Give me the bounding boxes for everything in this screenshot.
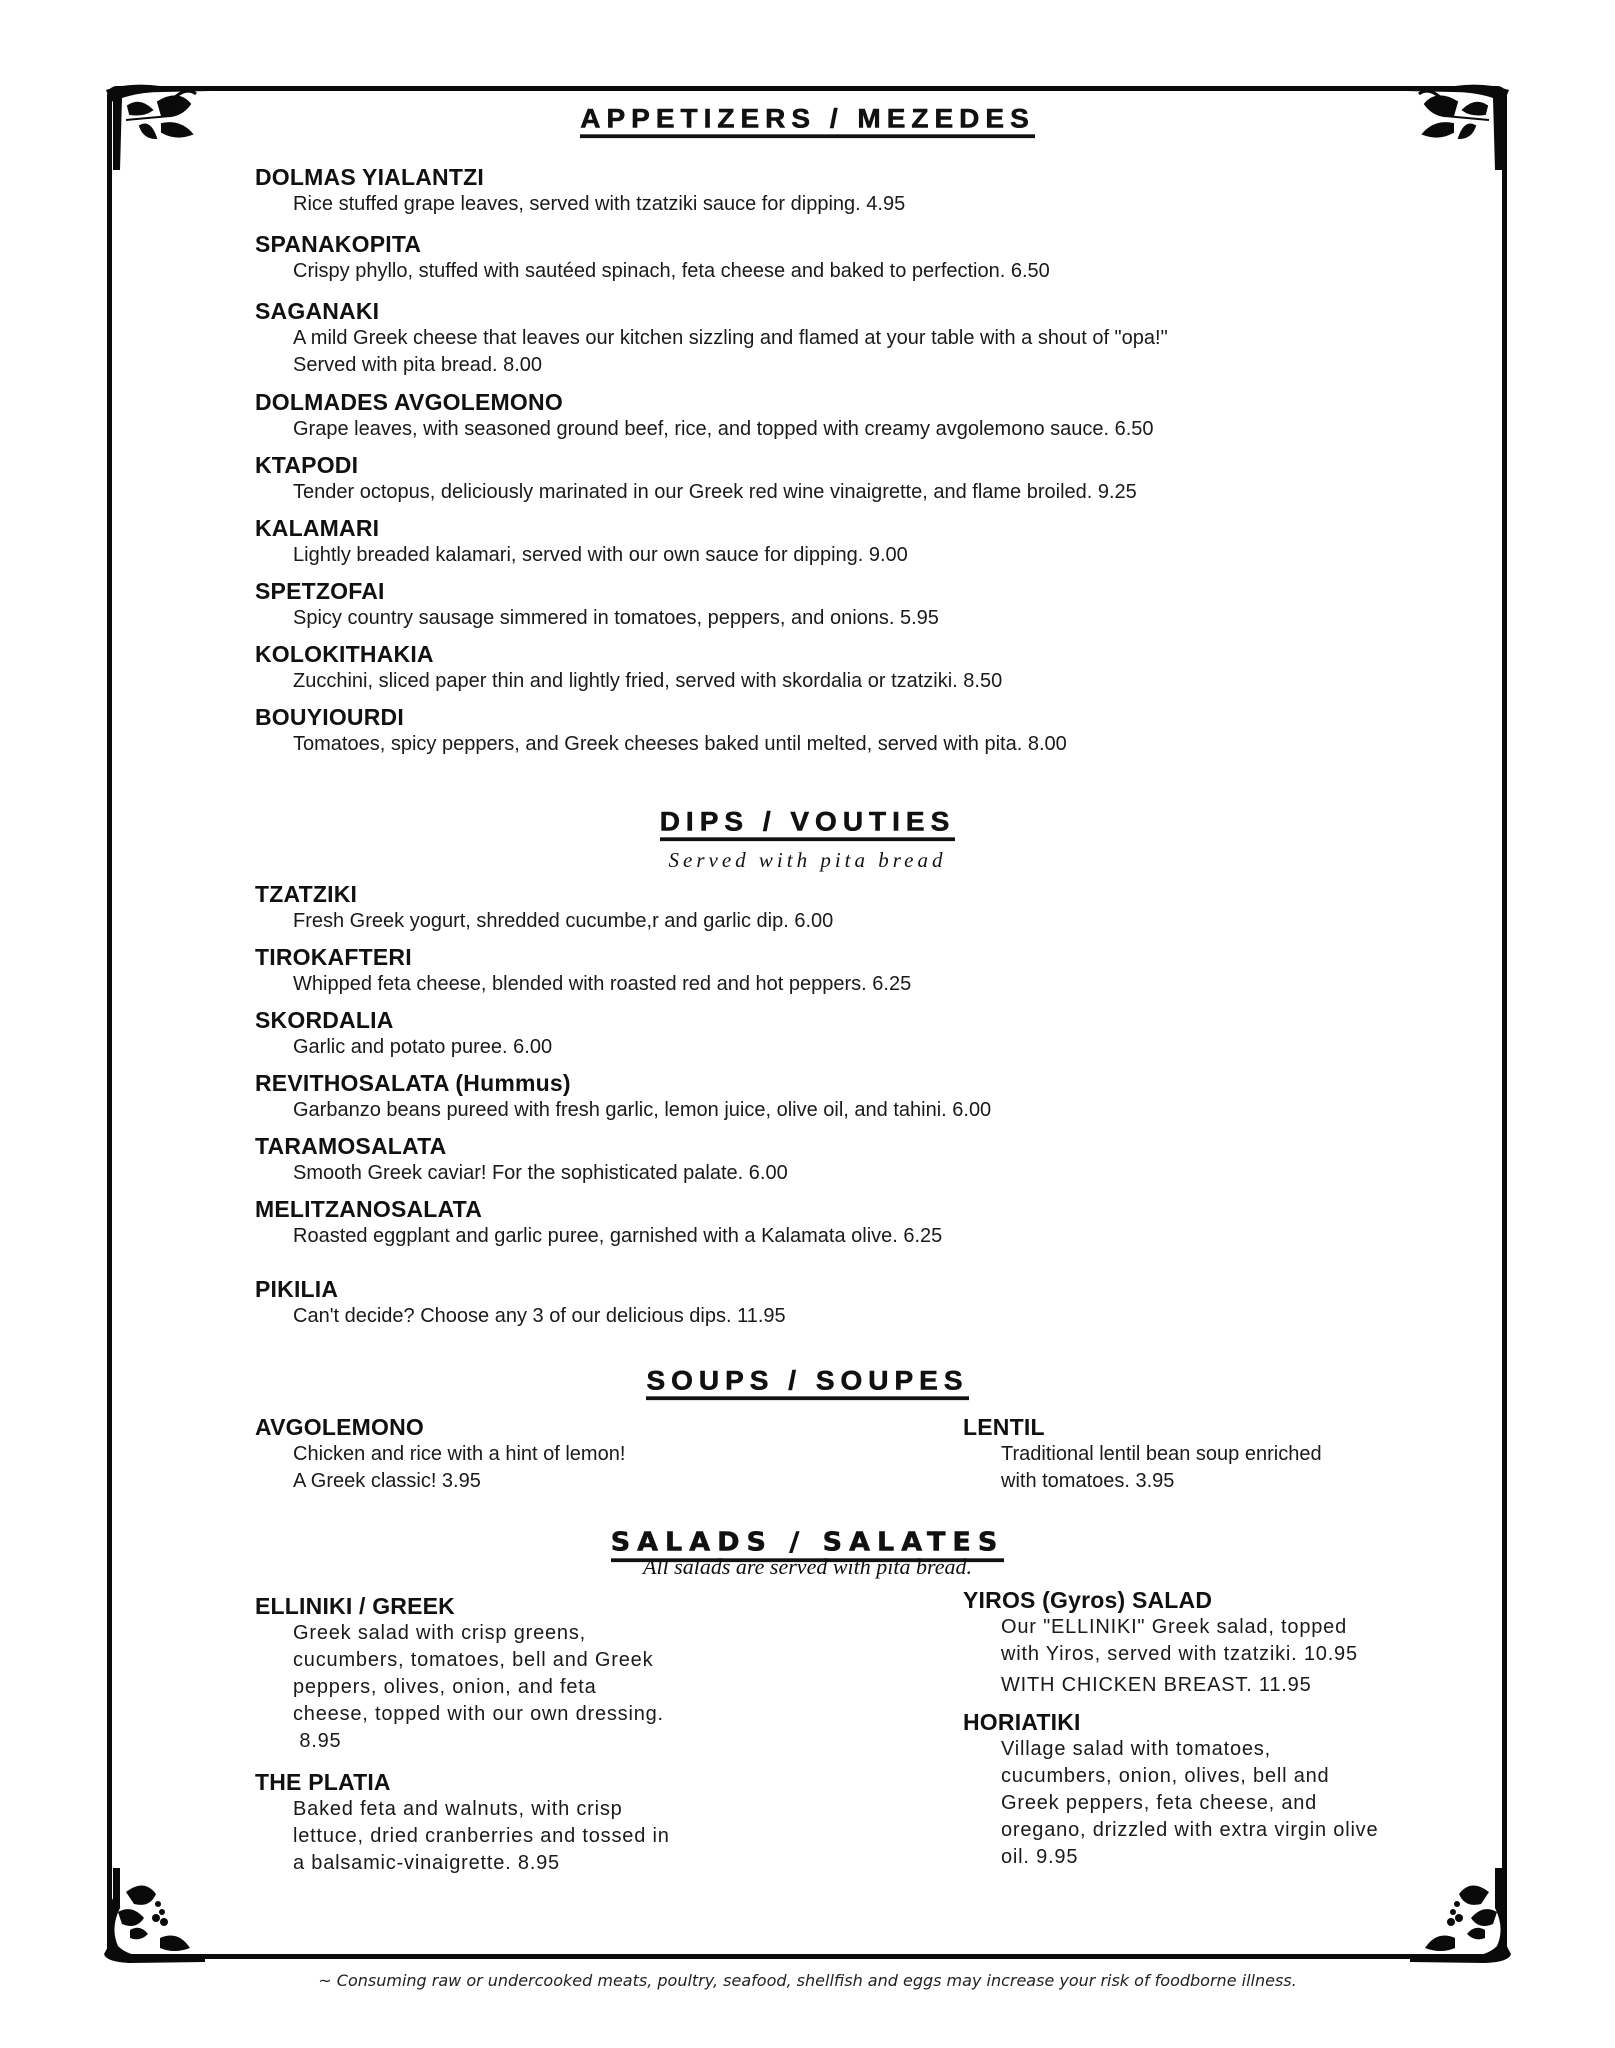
menu-item: [255, 514, 908, 569]
item-description-line: cheese, topped with our own dressing.: [293, 1703, 664, 1725]
item-description-line: a balsamic-vinaigrette. 8.95: [293, 1852, 560, 1874]
floral-corner-bottom-right-icon: [1410, 1868, 1515, 1968]
item-description: A mild Greek cheese that leaves our kitchen sizzling and flamed at your table with a shout of "opa!": [293, 327, 1168, 349]
item-description-line: with Yiros, served with tzatziki. 10.95: [1001, 1643, 1358, 1665]
item-description: Grape leaves, with seasoned ground beef, rice, and topped with creamy avgolemono sauce. 6.50: [293, 418, 1154, 440]
item-description: Fresh Greek yogurt, shredded cucumbe,r and garlic dip. 6.00: [293, 910, 834, 932]
item-name: KALAMARI: [255, 515, 380, 541]
item-description: Crispy phyllo, stuffed with sautéed spinach, feta cheese and baked to perfection. 6.50: [293, 260, 1050, 282]
item-name: TIROKAFTERI: [255, 944, 412, 970]
item-name: KTAPODI: [255, 452, 359, 478]
item-name: PIKILIA: [255, 1276, 339, 1302]
menu-item: [255, 1413, 625, 1495]
section-title-text: APPETIZERS / MEZEDES: [580, 105, 1035, 138]
item-description: Whipped feta cheese, blended with roasted red and hot peppers. 6.25: [293, 973, 912, 995]
item-name: SAGANAKI: [255, 298, 380, 324]
menu-item: [255, 943, 911, 998]
section-subtitle-salads: All salads are served with pita bread.: [643, 1554, 972, 1579]
menu-item: [255, 388, 1154, 443]
food-safety-footnote: ~ Consuming raw or undercooked meats, poultry, seafood, shellfish and eggs may increase your risk of foodborne illness.: [318, 1971, 1297, 1990]
item-description-line: WITH CHICKEN BREAST. 11.95: [1001, 1674, 1312, 1696]
item-description-line2: Served with pita bread. 8.00: [293, 354, 543, 376]
item-name: THE PLATIA: [255, 1769, 391, 1795]
item-description-line: peppers, olives, onion, and feta: [293, 1676, 597, 1698]
menu-item: [255, 297, 1168, 379]
item-description: Zucchini, sliced paper thin and lightly fried, served with skordalia or tzatziki. 8.50: [293, 670, 1003, 692]
item-description: Garbanzo beans pureed with fresh garlic, lemon juice, olive oil, and tahini. 6.00: [293, 1099, 992, 1121]
item-name: TARAMOSALATA: [255, 1133, 447, 1159]
section-title-text: SALADS / SALATES: [611, 1529, 1005, 1562]
section-title-text: SOUPS / SOUPES: [646, 1367, 968, 1400]
menu-item: [255, 1195, 942, 1250]
menu-item: [963, 1413, 1322, 1495]
item-name: BOUYIOURDI: [255, 704, 404, 730]
item-description: Spicy country sausage simmered in tomatoes, peppers, and onions. 5.95: [293, 607, 939, 629]
item-description: Tender octopus, deliciously marinated in our Greek red wine vinaigrette, and flame broiled. 9.25: [293, 481, 1137, 503]
item-name: TZATZIKI: [255, 881, 358, 907]
menu-item: [963, 1708, 1378, 1871]
item-description: Smooth Greek caviar! For the sophisticated palate. 6.00: [293, 1162, 788, 1184]
item-description: Lightly breaded kalamari, served with our own sauce for dipping. 9.00: [293, 544, 908, 566]
item-name: LENTIL: [963, 1414, 1045, 1440]
item-description: Tomatoes, spicy peppers, and Greek cheeses baked until melted, served with pita. 8.00: [293, 733, 1067, 755]
item-name: YIROS (Gyros) SALAD: [963, 1587, 1213, 1613]
section-title-text: DIPS / VOUTIES: [660, 808, 956, 841]
menu-item: [255, 1006, 552, 1061]
floral-corner-bottom-left-icon: [100, 1868, 205, 1968]
section-title-appetizers: [0, 104, 1615, 139]
item-description-line: Village salad with tomatoes,: [1001, 1738, 1271, 1760]
item-description-line: Our "ELLINIKI" Greek salad, topped: [1001, 1616, 1348, 1638]
item-description: Rice stuffed grape leaves, served with tzatziki sauce for dipping. 4.95: [293, 193, 906, 215]
section-subtitle-dips: Served with pita bread: [668, 848, 947, 872]
item-description: Traditional lentil bean soup enriched: [1001, 1443, 1322, 1465]
menu-item: [255, 703, 1067, 758]
menu-item: [255, 451, 1137, 506]
item-description-line: oil. 9.95: [1001, 1846, 1079, 1868]
section-title-dips: [0, 807, 1615, 842]
menu-item: [255, 577, 939, 632]
item-description-line: cucumbers, tomatoes, bell and Greek: [293, 1649, 654, 1671]
menu-item: [255, 230, 1050, 285]
menu-item: [255, 880, 833, 935]
section-title-soups: [0, 1366, 1615, 1401]
menu-item: [255, 1069, 991, 1124]
item-name: KOLOKITHAKIA: [255, 641, 434, 667]
item-description-line2: with tomatoes. 3.95: [1001, 1470, 1175, 1492]
menu-item: [255, 1275, 786, 1330]
item-name: SKORDALIA: [255, 1007, 394, 1033]
item-description: Garlic and potato puree. 6.00: [293, 1036, 553, 1058]
menu-item: [255, 640, 1002, 695]
item-description: Can't decide? Choose any 3 of our delicious dips. 11.95: [293, 1305, 786, 1327]
item-description: Chicken and rice with a hint of lemon!: [293, 1443, 626, 1465]
menu-item: [255, 1592, 664, 1755]
item-description-line: cucumbers, onion, olives, bell and: [1001, 1765, 1330, 1787]
item-description-line: oregano, drizzled with extra virgin olive: [1001, 1819, 1379, 1841]
menu-item: [255, 163, 905, 218]
item-description-line: Greek peppers, feta cheese, and: [1001, 1792, 1318, 1814]
item-description-line: Greek salad with crisp greens,: [293, 1622, 587, 1644]
item-name: REVITHOSALATA (Hummus): [255, 1070, 571, 1096]
item-description: Roasted eggplant and garlic puree, garnished with a Kalamata olive. 6.25: [293, 1225, 943, 1247]
item-price: 8.95: [293, 1730, 342, 1752]
item-description-line2: A Greek classic! 3.95: [293, 1470, 481, 1492]
menu-item: [255, 1132, 788, 1187]
menu-item: [963, 1586, 1358, 1699]
item-name: ELLINIKI / GREEK: [255, 1593, 455, 1619]
item-name: MELITZANOSALATA: [255, 1196, 483, 1222]
item-name: DOLMAS YIALANTZI: [255, 164, 484, 190]
item-description-line: Baked feta and walnuts, with crisp: [293, 1798, 623, 1820]
item-name: HORIATIKI: [963, 1709, 1081, 1735]
item-name: SPETZOFAI: [255, 578, 385, 604]
item-name: AVGOLEMONO: [255, 1414, 424, 1440]
menu-item: [255, 1768, 670, 1877]
item-name: SPANAKOPITA: [255, 231, 422, 257]
item-name: DOLMADES AVGOLEMONO: [255, 389, 563, 415]
item-description-line: lettuce, dried cranberries and tossed in: [293, 1825, 670, 1847]
